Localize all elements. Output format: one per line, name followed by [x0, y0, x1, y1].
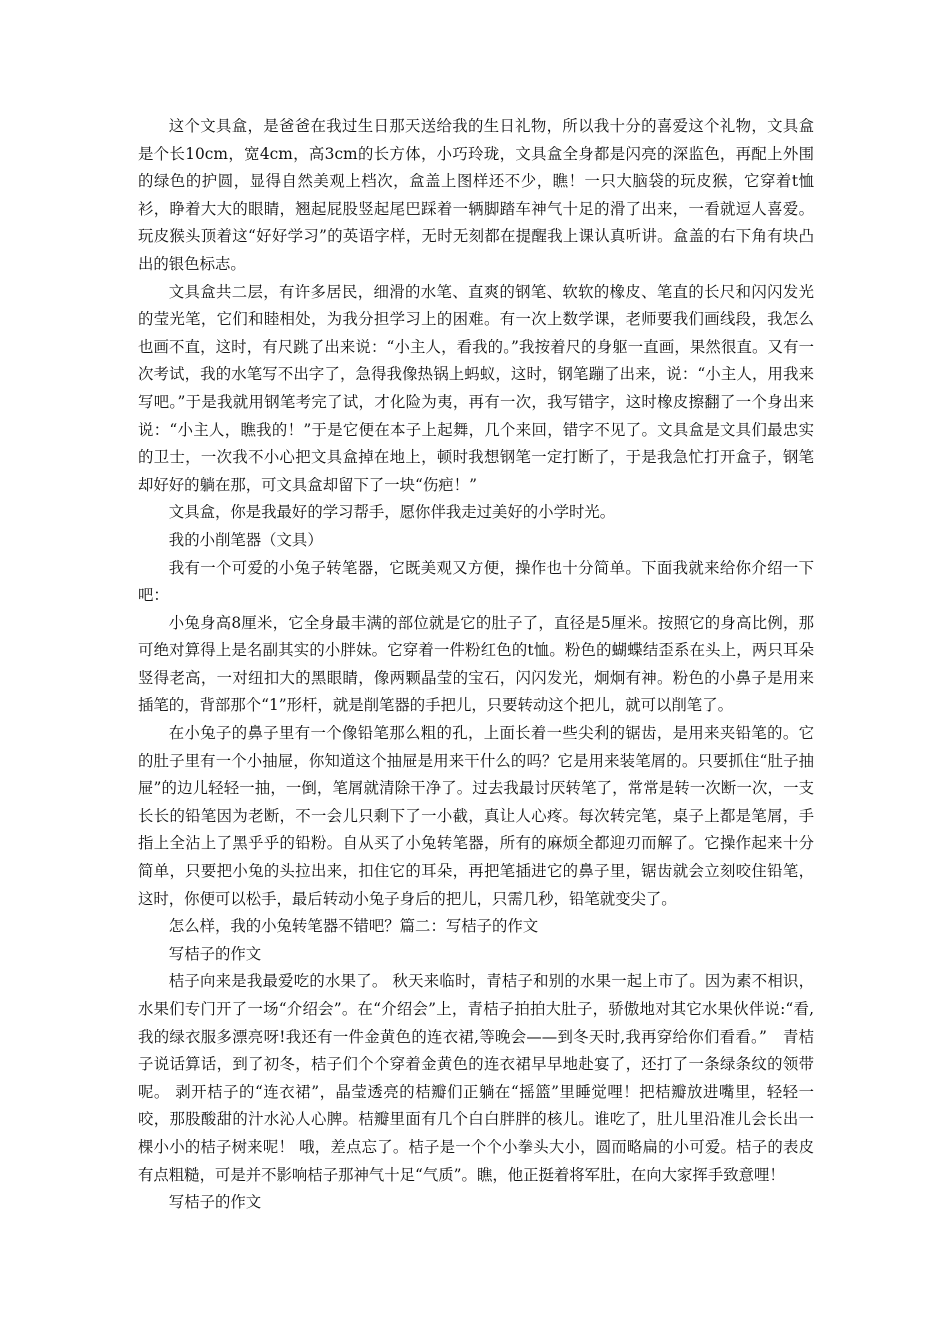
paragraph-pencil-box-intro: 这个文具盒，是爸爸在我过生日那天送给我的生日礼物，所以我十分的喜爱这个礼物，文具盒是个长10cm，宽4cm，高3cm的长方体，小巧玲珑，文具盒全身都是闪亮的深监色，再配上外围的绿色的护圆，显得自然美观上档次，盒盖上图样还不少，瞧！一只大脑袋的玩皮猴，它穿着t恤衫，睁着大大的眼睛，翘起屁股竖起尾巴踩着一辆脚踏车神气十足的滑了出来，一看就逗人喜爱。玩皮猴头顶着这“好好学习”的英语字样，无时无刻都在提醒我上课认真听讲。盒盖的右下角有块凸出的银色标志。 — [138, 117, 814, 273]
document-body — [138, 113, 814, 1217]
heading-orange-essay-repeat: 写桔子的作文 — [168, 1193, 262, 1212]
paragraph-orange-essay: 桔子向来是我最爱吃的水果了。 秋天来临时，青桔子和别的水果一起上市了。因为素不相识，水果们专门开了一场“介绍会”。在“介绍会”上，青桔子拍拍大肚子，骄傲地对其它水果伙伴说:“看,我的绿衣服多漂亮呀!我还有一件金黄色的连衣裙,等晚会——到冬天时,我再穿给你们看看。” 青桔子说话算话，到了初冬，桔子们个个穿着金黄色的连衣裙早早地赴宴了，还打了一条绿条纹的领带呢。 剥开桔子的“连衣裙”，晶莹透亮的桔瓣们正躺在“摇篮”里睡觉哩！把桔瓣放进嘴里，轻轻一咬，那股酸甜的汁水沁人心脾。桔瓣里面有几个白白胖胖的核儿。谁吃了，肚儿里沿准儿会长出一棵小小的桔子树来呢！ 哦，差点忘了。桔子是一个个小拳头大小，圆而略扁的小可爱。桔子的表皮有点粗糙，可是并不影响桔子那神气十足“气质”。瞧，他正挺着将军肚，在向大家挥手致意哩！ — [138, 972, 814, 1184]
heading-orange-essay: 写桔子的作文 — [168, 944, 262, 963]
paragraph-sharpener-appearance: 小兔身高8厘米，它全身最丰满的部位就是它的肚子了，直径是5厘米。按照它的身高比例，那可绝对算得上是名副其实的小胖妹。它穿着一件粉红色的t恤。粉色的蝴蝶结歪系在头上，两只耳朵竖得老高，一对纽扣大的黑眼睛，像两颗晶莹的宝石，闪闪发光，炯炯有神。粉色的小鼻子是用来插笔的，背部那个“1”形杆，就是削笔器的手把儿，只要转动这个把儿，就可以削笔了。 — [138, 613, 814, 715]
paragraph-sharpener-usage: 在小兔子的鼻子里有一个像铅笔那么粗的孔，上面长着一些尖利的锯齿，是用来夹铅笔的。它的肚子里有一个小抽屉，你知道这个抽屉是用来干什么的吗？它是用来装笔屑的。只要抓住“肚子抽屉”的边儿轻轻一抽，一倒，笔屑就清除干净了。过去我最讨厌转笔了，常常是转一次断一次，一支长长的铅笔因为老断，不一会儿只剩下了一小截，真让人心疼。每次转完笔，桌子上都是笔屑，手指上全沾上了黑乎乎的铅粉。自从买了小兔转笔器，所有的麻烦全都迎刃而解了。它操作起来十分简单，只要把小兔的头拉出来，扣住它的耳朵，再把笔插进它的鼻子里，锯齿就会立刻咬住铅笔，这时，你便可以松手，最后转动小兔子身后的把儿，只需几秒，铅笔就变尖了。 — [138, 724, 814, 908]
paragraph-pencil-box-closing: 文具盒，你是我最好的学习帮手，愿你伴我走过美好的小学时光。 — [168, 503, 616, 522]
paragraph-sharpener-closing: 怎么样，我的小兔转笔器不错吧？篇二：写桔子的作文 — [168, 917, 539, 936]
paragraph-sharpener-intro: 我有一个可爱的小兔子转笔器，它既美观又方便，操作也十分简单。下面我就来给你介绍一下吧： — [138, 558, 814, 605]
paragraph-pencil-box-contents: 文具盒共二层，有许多居民，细滑的水笔、直爽的钢笔、软软的橡皮、笔直的长尺和闪闪发光的莹光笔，它们和睦相处，为我分担学习上的困难。有一次上数学课，老师要我们画线段，我怎么也画不直，这时，有尺跳了出来说：“小主人，看我的。”我按着尺的身躯一直画，果然很直。又有一次考试，我的水笔写不出字了，急得我像热锅上蚂蚁，这时，钢笔蹦了出来，说：“小主人，用我来写吧。”于是我就用钢笔考完了试，才化险为夷，再有一次，我写错字，这时橡皮擦翻了一个身出来说：“小主人，瞧我的！”于是它便在本子上起舞，几个来回，错字不见了。文具盒是文具们最忠实的卫士，一次我不小心把文具盒掉在地上，顿时我想钢笔一定打断了，于是我急忙打开盒子，钢笔却好好的躺在那，可文具盒却留下了一块“伤疤！” — [138, 282, 814, 494]
heading-sharpener: 我的小削笔器（文具） — [168, 530, 323, 549]
